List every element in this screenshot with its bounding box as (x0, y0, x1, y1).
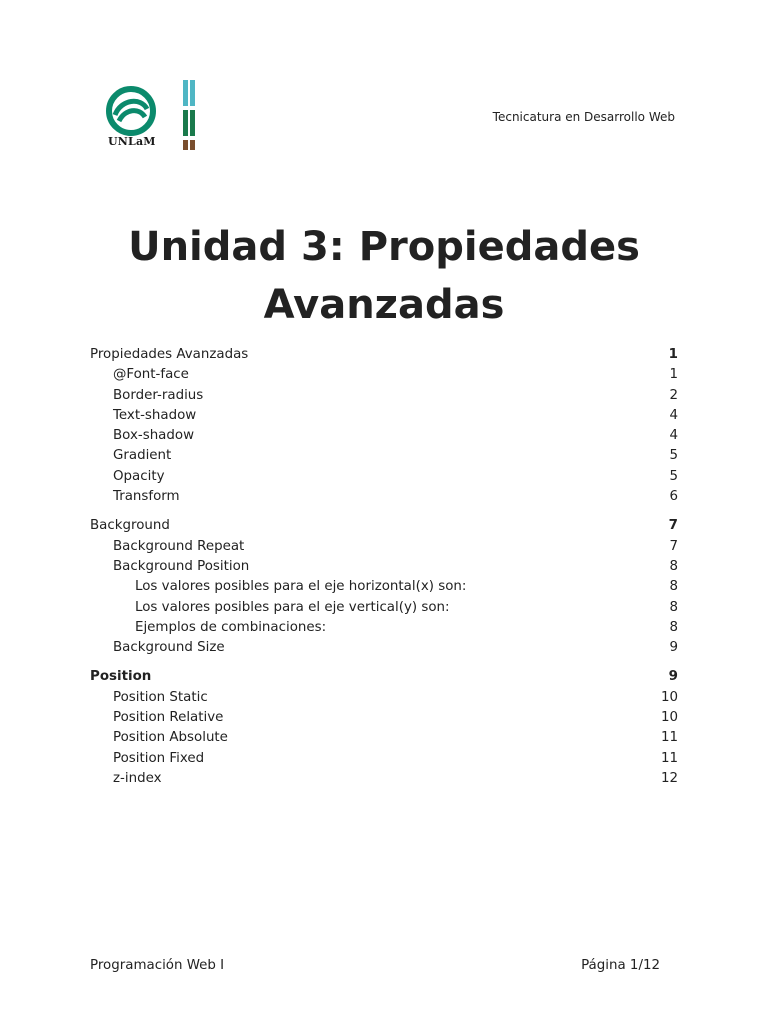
decorative-bars-icon (183, 80, 197, 152)
toc-entry[interactable]: Position Fixed 11 (113, 750, 678, 766)
course-name: Programación Web I (90, 958, 225, 973)
toc-entry[interactable]: Gradient 5 (113, 448, 678, 464)
toc-entry[interactable]: @Font-face 1 (113, 367, 678, 383)
toc-entry[interactable]: Background Repeat 7 (113, 538, 678, 554)
title-line-1: Unidad 3: Propiedades (128, 224, 640, 270)
logo-text: UNLaM (108, 135, 156, 148)
toc-entry[interactable]: Box-shadow 4 (113, 428, 678, 444)
toc-entry[interactable]: Los valores posibles para el eje vertical(y) son: 8 (135, 599, 678, 615)
toc-entry[interactable]: Los valores posibles para el eje horizontal(x) son: 8 (135, 579, 678, 595)
toc-entry[interactable]: Position Static 10 (113, 689, 678, 705)
toc-entry[interactable]: Background Size 9 (113, 640, 678, 656)
page-title (0, 218, 768, 334)
toc-group-position (90, 667, 678, 789)
toc-entry[interactable]: Background 7 (90, 518, 678, 534)
program-name: Tecnicatura en Desarrollo Web (492, 110, 675, 124)
toc-entry[interactable]: Position Absolute 11 (113, 730, 678, 746)
toc-entry[interactable]: Position Relative 10 (113, 710, 678, 726)
toc-entry[interactable]: Text-shadow 4 (113, 407, 678, 423)
page-header (105, 80, 675, 155)
toc-entry[interactable]: Background Position 8 (113, 558, 678, 574)
toc-entry[interactable]: Border-radius 2 (113, 387, 678, 403)
toc-entry[interactable]: Transform 6 (113, 489, 678, 505)
toc-entry[interactable]: Ejemplos de combinaciones: 8 (135, 619, 678, 635)
toc-group-propiedades (90, 345, 678, 507)
toc-entry[interactable]: Position 9 (90, 669, 678, 685)
toc-entry[interactable]: Propiedades Avanzadas 1 (90, 347, 678, 362)
toc-group-background (90, 516, 678, 658)
toc-entry[interactable]: z-index 12 (113, 770, 678, 786)
page-number: Página 1/12 (581, 958, 660, 973)
toc-entry[interactable]: Opacity 5 (113, 468, 678, 484)
page-footer (90, 958, 660, 973)
title-line-2: Avanzadas (263, 282, 505, 328)
table-of-contents (90, 345, 678, 798)
